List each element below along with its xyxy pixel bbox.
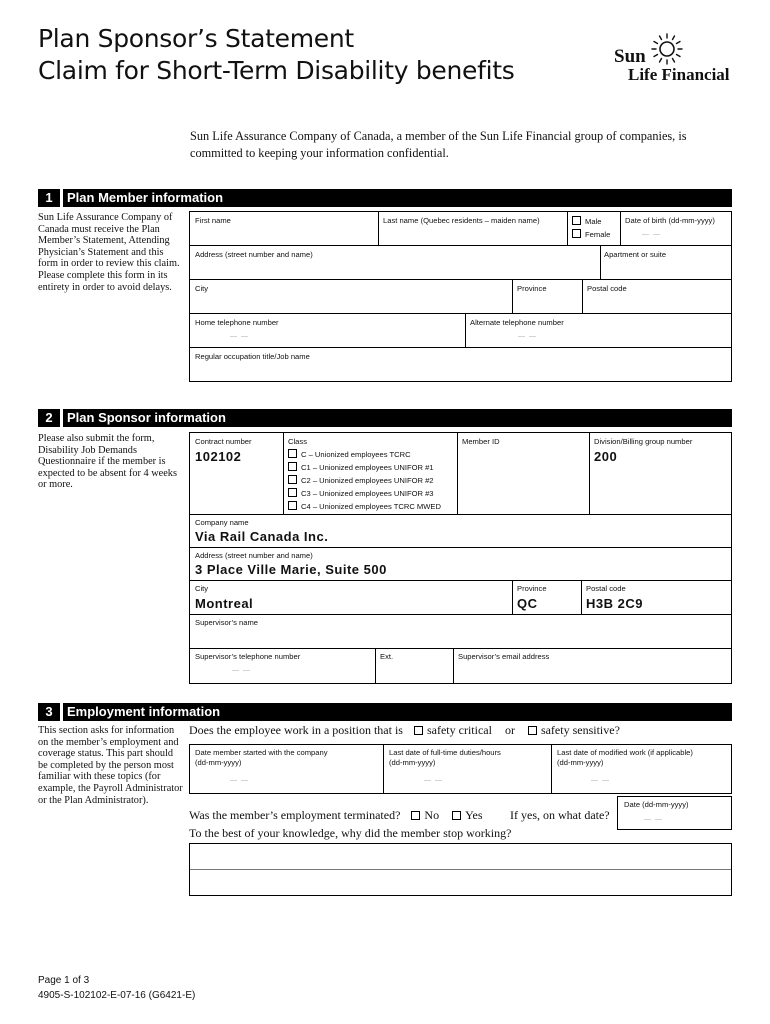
sponsor-address-value[interactable]: 3 Place Ville Marie, Suite 500 (195, 562, 387, 577)
last-modified-field[interactable]: — — (591, 777, 610, 784)
supervisor-phone-field[interactable]: — — (232, 667, 251, 674)
section-2-header (38, 409, 732, 427)
safety-sensitive-checkbox[interactable] (528, 726, 537, 735)
female-option[interactable]: Female (572, 229, 610, 239)
home-phone-field[interactable]: — — (230, 333, 249, 340)
alt-phone-field[interactable]: — — (518, 333, 537, 340)
class-option-c4[interactable]: C4 – Unionized employees TCRC MWED (288, 501, 441, 511)
title-line-2: Claim for Short-Term Disability benefits (38, 56, 515, 85)
contract-value[interactable]: 102102 (195, 449, 242, 464)
title-line-1: Plan Sponsor’s Statement (38, 24, 354, 53)
supervisor-email-field[interactable] (454, 660, 730, 682)
female-checkbox[interactable] (572, 229, 581, 238)
company-value[interactable]: Via Rail Canada Inc. (195, 529, 329, 544)
postal-code-label: Postal code (587, 284, 627, 293)
date-started-field[interactable]: — — (230, 777, 249, 784)
page-number: Page 1 of 3 (38, 975, 90, 986)
occupation-label: Regular occupation title/Job name (195, 352, 310, 361)
sponsor-province-value[interactable]: QC (517, 596, 538, 611)
class-option-c3[interactable]: C3 – Unionized employees UNIFOR #3 (288, 488, 434, 498)
termination-date-field[interactable]: — — (644, 816, 663, 823)
postal-code-field[interactable] (583, 292, 730, 312)
sun-life-logo (614, 32, 739, 92)
occupation-field[interactable] (191, 360, 730, 380)
section-2-note: Please also submit the form, Disability Job Demands Questionnaire if the member is expected to be absent for 4 weeks or more. (38, 433, 177, 491)
section-number: 1 (45, 190, 53, 205)
city-label: City (195, 284, 209, 293)
class-label: Class (288, 437, 307, 446)
safety-critical-checkbox[interactable] (414, 726, 423, 735)
male-checkbox[interactable] (572, 216, 581, 225)
section-title: Employment information (67, 704, 221, 719)
dob-field[interactable]: — — (642, 231, 661, 238)
supervisor-name-label: Supervisor’s name (195, 618, 259, 627)
city-field[interactable] (191, 292, 511, 312)
sponsor-address-label: Address (street number and name) (195, 551, 313, 560)
section-3-note: This section asks for information on the member’s employment and coverage status. This part should be completed by the person most familiar with these topics (for example, the Payroll Administrator or the Plan Administrator). (38, 725, 183, 806)
section-1-note: Sun Life Assurance Company of Canada must receive the Plan Member’s Statement, Attending Physician’s Statement and this form in order to review this claim. Please complete this form in its entirety in order to avoid delays. (38, 212, 180, 293)
date-started-format: (dd-mm-yyyy) (195, 758, 242, 767)
male-option[interactable]: Male (572, 216, 601, 226)
class-checkbox[interactable] (288, 462, 297, 471)
apartment-label: Apartment or suite (604, 250, 667, 259)
first-name-label: First name (195, 216, 231, 225)
address-label: Address (street number and name) (195, 250, 313, 259)
supervisor-email-label: Supervisor’s email address (458, 652, 550, 661)
company-label: Company name (195, 518, 249, 527)
position-question: Does the employee work in a position that is safety critical or safety sensitive? (189, 723, 620, 737)
last-fulltime-label: Last date of full-time duties/hours (389, 748, 501, 757)
class-option-c2[interactable]: C2 – Unionized employees UNIFOR #2 (288, 475, 434, 485)
form-code: 4905-S-102102-E-07-16 (G6421-E) (38, 990, 196, 1001)
terminated-yes-checkbox[interactable] (452, 811, 461, 820)
member-id-field[interactable] (458, 445, 588, 513)
terminated-question: Was the member’s employment terminated? No Yes (189, 808, 483, 822)
province-field[interactable] (513, 292, 581, 312)
sponsor-province-label: Province (517, 584, 547, 593)
class-option-c1[interactable]: C1 – Unionized employees UNIFOR #1 (288, 462, 434, 472)
section-title: Plan Sponsor information (67, 410, 226, 425)
if-yes-text: If yes, on what date? (510, 808, 610, 822)
sponsor-postal-label: Postal code (586, 584, 626, 593)
contract-label: Contract number (195, 437, 252, 446)
address-field[interactable] (191, 258, 599, 278)
logo-sun-text: Sun (614, 46, 646, 67)
last-name-field[interactable] (379, 224, 566, 244)
class-checkbox[interactable] (288, 475, 297, 484)
intro-text: Sun Life Assurance Company of Canada, a member of the Sun Life Financial group of companies, is committed to keeping your information confidential. (190, 129, 687, 160)
province-label: Province (517, 284, 547, 293)
member-id-label: Member ID (462, 437, 500, 446)
terminated-no-option[interactable]: No (411, 808, 439, 822)
class-option-c[interactable]: C – Unionized employees TCRC (288, 449, 411, 459)
stop-working-reason-field[interactable] (189, 843, 732, 896)
dob-label: Date of birth (dd-mm-yyyy) (625, 216, 715, 225)
class-checkbox[interactable] (288, 501, 297, 510)
supervisor-phone-label: Supervisor’s telephone number (195, 652, 301, 661)
last-modified-format: (dd-mm-yyyy) (557, 758, 604, 767)
apartment-field[interactable] (601, 258, 730, 278)
class-checkbox[interactable] (288, 488, 297, 497)
section-1-header (38, 189, 732, 207)
division-value[interactable]: 200 (594, 449, 618, 464)
last-fulltime-field[interactable]: — — (424, 777, 443, 784)
division-label: Division/Billing group number (594, 437, 693, 446)
ext-label: Ext. (380, 652, 394, 661)
section-number: 2 (45, 410, 53, 425)
supervisor-name-field[interactable] (191, 626, 730, 647)
employment-dates-grid (189, 744, 732, 794)
terminated-yes-option[interactable]: Yes (452, 808, 482, 822)
section-title: Plan Member information (67, 190, 224, 205)
safety-critical-option[interactable]: safety critical (414, 723, 492, 737)
class-checkbox[interactable] (288, 449, 297, 458)
termination-date-box[interactable] (617, 796, 732, 830)
sponsor-postal-value[interactable]: H3B 2C9 (586, 596, 643, 611)
logo-life-financial-text: Life Financial (628, 65, 730, 84)
last-fulltime-format: (dd-mm-yyyy) (389, 758, 436, 767)
safety-sensitive-option[interactable]: safety sensitive? (528, 723, 620, 737)
ext-field[interactable] (376, 660, 452, 682)
terminated-no-checkbox[interactable] (411, 811, 420, 820)
sponsor-city-value[interactable]: Montreal (195, 596, 254, 611)
stop-working-question: To the best of your knowledge, why did the member stop working? (189, 826, 512, 840)
section-3-header (38, 703, 732, 721)
plan-member-form (189, 211, 732, 382)
date-started-label: Date member started with the company (195, 748, 328, 757)
last-name-label: Last name (Quebec residents – maiden name) (383, 216, 540, 225)
sun-burst-icon (650, 32, 684, 66)
alt-phone-label: Alternate telephone number (470, 318, 564, 327)
section-number: 3 (45, 704, 53, 719)
home-phone-label: Home telephone number (195, 318, 279, 327)
plan-sponsor-form (189, 432, 732, 684)
sponsor-city-label: City (195, 584, 209, 593)
termination-date-label: Date (dd-mm-yyyy) (624, 800, 689, 809)
first-name-field[interactable] (191, 224, 377, 244)
last-modified-label: Last date of modified work (if applicable) (557, 748, 693, 757)
